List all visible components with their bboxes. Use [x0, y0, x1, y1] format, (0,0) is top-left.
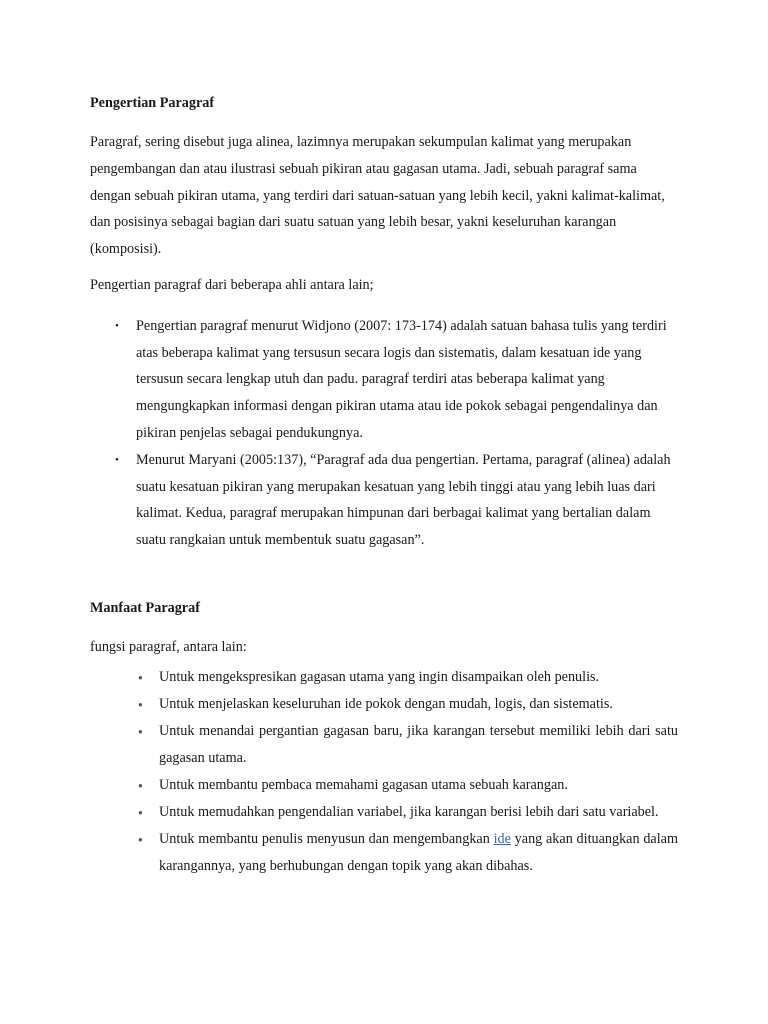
ide-link[interactable]: ide	[493, 830, 511, 847]
list-item-text: Untuk menjelaskan keseluruhan ide pokok dengan mudah, logis, dan sistematis.	[159, 695, 613, 712]
list-item-text: Untuk memudahkan pengendalian variabel, jika karangan berisi lebih dari satu variabel.	[159, 803, 659, 820]
list-item	[115, 447, 678, 554]
list-item	[138, 826, 678, 880]
list-item	[115, 313, 678, 447]
experts-list	[90, 313, 678, 554]
list-item-text: Menurut Maryani (2005:137), “Paragraf ada dua pengertian. Pertama, paragraf (alinea) adalah suatu kesatuan pikiran yang merupakan kesatuan yang lebih tinggi atau yang lebih luas dari kalimat. Kedua, paragraf merupakan himpunan dari berbagai kalimat yang bertalian dalam suatu rangkaian untuk membentuk suatu gagasan”.	[136, 451, 671, 549]
bullet-icon: ●	[138, 726, 143, 736]
list-item	[138, 691, 678, 718]
list-item-text-before-link: Untuk membantu penulis menyusun dan mengembangkan	[159, 830, 494, 847]
list-item-text: Untuk menandai pergantian gagasan baru, jika karangan tersebut memiliki lebih dari satu gagasan utama.	[159, 722, 678, 766]
list-item	[138, 772, 678, 799]
experts-lead-text: Pengertian paragraf dari beberapa ahli antara lain;	[90, 276, 374, 293]
list-item	[138, 799, 678, 826]
list-item-text: Untuk membantu pembaca memahami gagasan utama sebuah karangan.	[159, 776, 568, 793]
functions-list	[90, 664, 678, 880]
bullet-icon: ●	[138, 807, 143, 817]
bullet-icon: •	[115, 319, 119, 332]
bullet-icon: ●	[138, 780, 143, 790]
list-item	[138, 664, 678, 691]
bullet-icon: ●	[138, 834, 143, 844]
functions-lead-text: fungsi paragraf, antara lain:	[90, 638, 247, 655]
list-item-text: Pengertian paragraf menurut Widjono (2007: 173-174) adalah satuan bahasa tulis yang terdiri atas beberapa kalimat yang tersusun secara logis dan sistematis, dalam kesatuan ide yang tersusun secara lengkap utuh dan padu. paragraf terdiri atas beberapa kalimat yang mengungkapkan informasi dengan pikiran utama atau ide pokok sebagai pengendalinya dan pikiran penjelas sebagai pendukungnya.	[136, 317, 667, 441]
intro-paragraph: Paragraf, sering disebut juga alinea, lazimnya merupakan sekumpulan kalimat yang merupakan pengembangan dan atau ilustrasi sebuah pikiran atau gagasan utama. Jadi, sebuah paragraf sama dengan sebuah pikiran utama, yang terdiri dari satuan-satuan yang lebih kecil, yakni kalimat-kalimat, dan posisinya sebagai bagian dari suatu satuan yang lebih besar, yakni keseluruhan karangan (komposisi).	[90, 134, 665, 258]
list-item	[138, 718, 678, 772]
bullet-icon: ●	[138, 699, 143, 709]
bullet-icon: ●	[138, 672, 143, 682]
section-heading-manfaat: Manfaat Paragraf	[90, 599, 200, 616]
list-item-text: Untuk mengekspresikan gagasan utama yang ingin disampaikan oleh penulis.	[159, 668, 600, 685]
list-item-text-after-link: yang akan dituangkan dalam karangannya, yang berhubungan dengan topik yang akan dibahas.	[159, 830, 678, 874]
bullet-icon: •	[115, 453, 119, 466]
section-heading-pengertian: Pengertian Paragraf	[90, 95, 215, 111]
